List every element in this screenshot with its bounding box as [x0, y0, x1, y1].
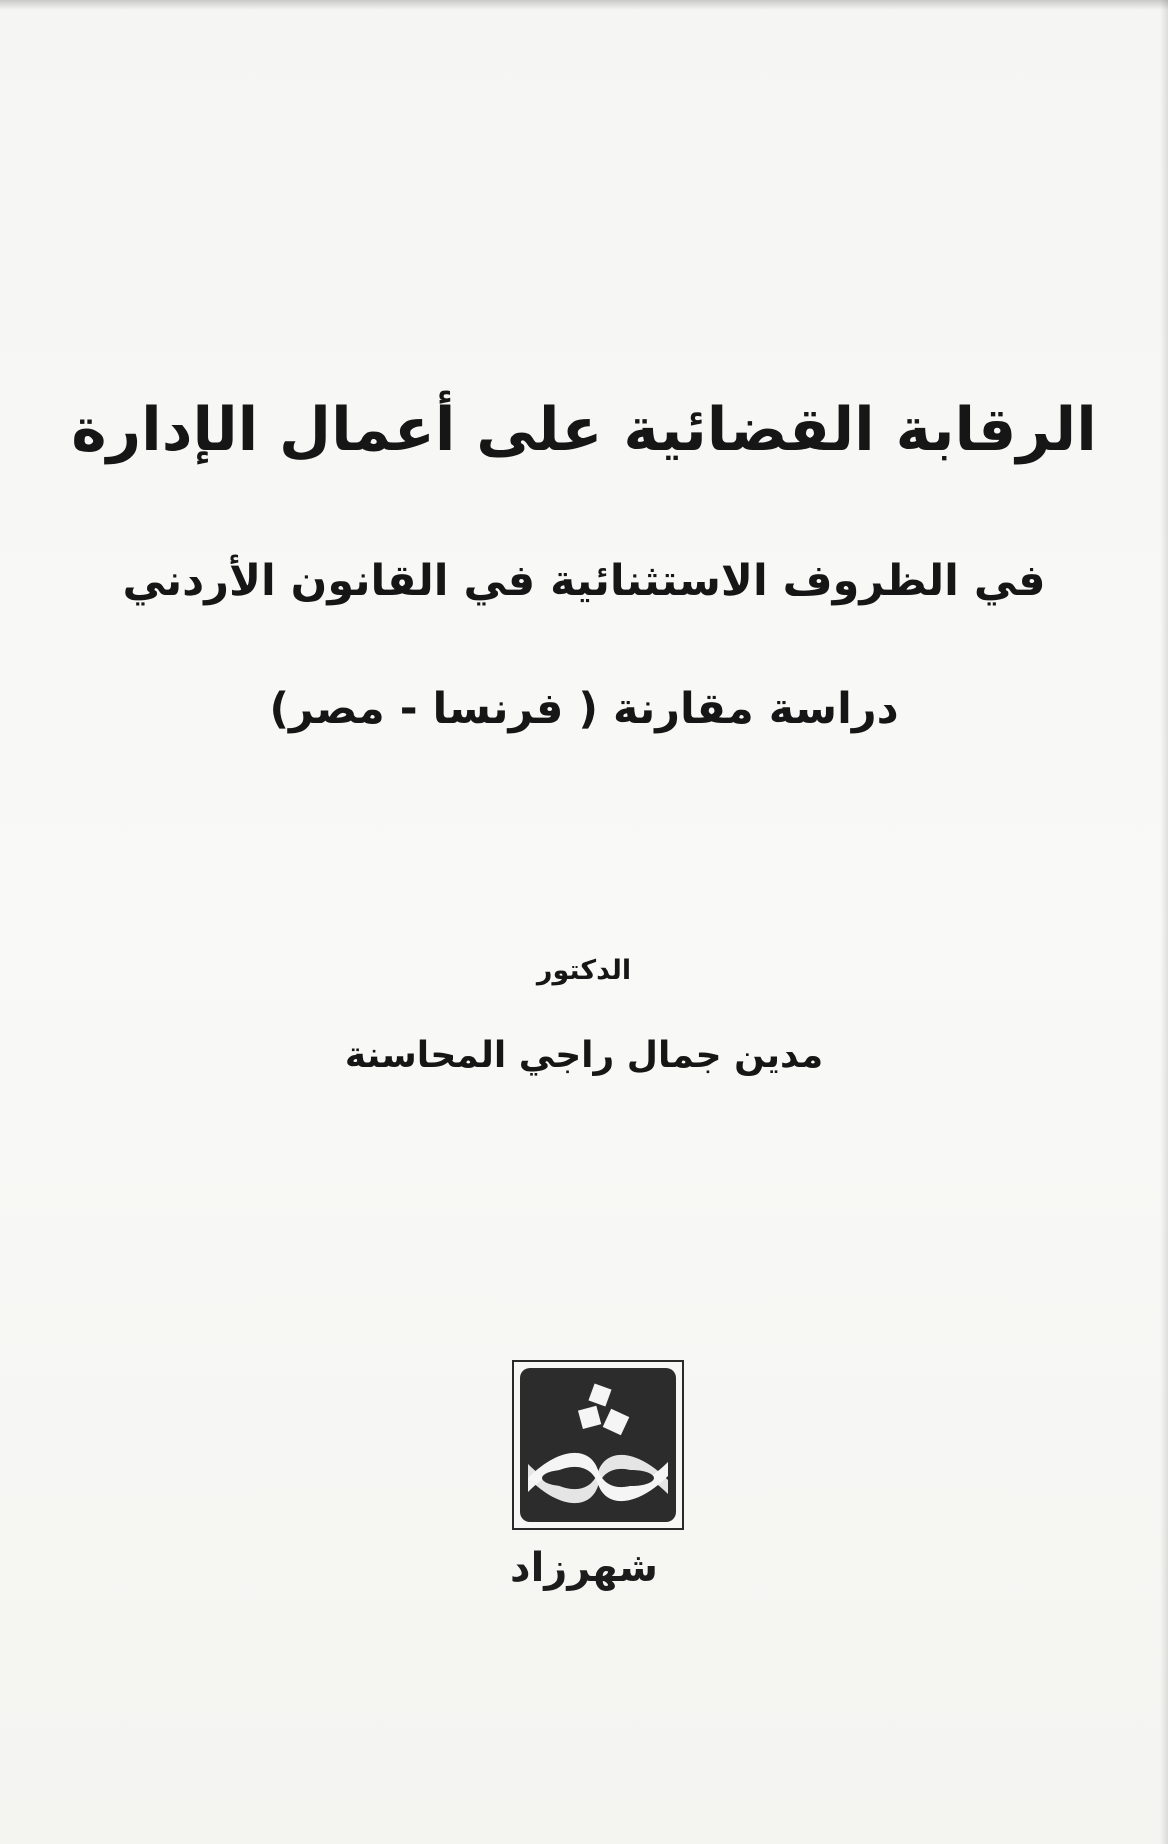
book-subtitle: في الظروف الاستثنائية في القانون الأردني — [122, 556, 1046, 606]
top-edge-shadow — [0, 0, 1168, 10]
publisher-logo-icon — [520, 1368, 676, 1522]
publisher-name: شهرزاد — [510, 1545, 658, 1591]
author-name: مدين جمال راجي المحاسنة — [344, 1035, 824, 1076]
author-title: الدكتور — [536, 955, 632, 986]
comparative-study-line: دراسة مقارنة ( فرنسا - مصر) — [269, 684, 899, 734]
publisher-logo — [512, 1360, 684, 1530]
book-title: الرقابة القضائية على أعمال الإدارة — [71, 395, 1097, 465]
